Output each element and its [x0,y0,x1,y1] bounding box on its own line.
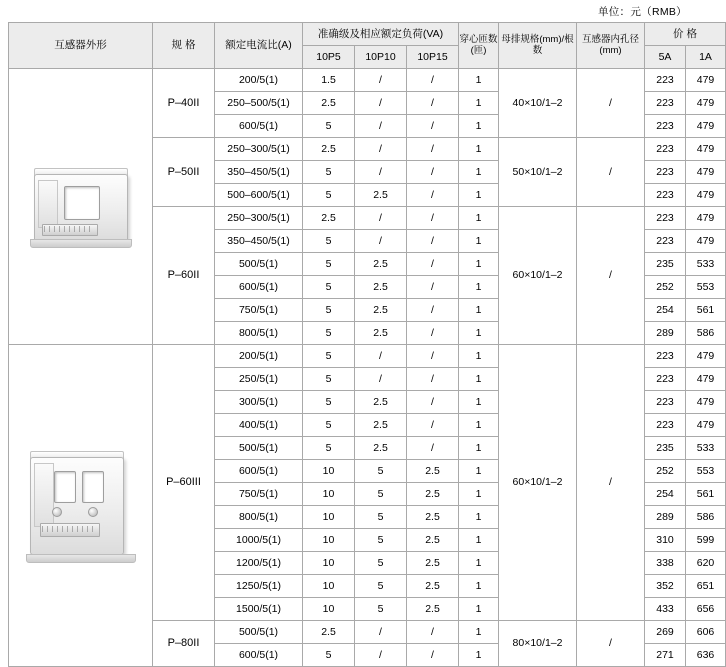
price-5a-value: 235 [645,437,686,460]
accuracy-10p15-value: / [407,115,459,138]
ct-double-window [24,447,136,565]
turns-value: 1 [459,529,499,552]
price-1a-value: 553 [686,460,726,483]
accuracy-10p15-value: 2.5 [407,529,459,552]
accuracy-10p10-value: 2.5 [355,299,407,322]
rated-ratio-value: 1500/5(1) [215,598,303,621]
busbar-spec-value: 80×10/1–2 [499,621,577,667]
accuracy-10p5-value: 5 [303,644,355,667]
accuracy-10p5-value: 10 [303,598,355,621]
rated-ratio-value: 750/5(1) [215,299,303,322]
accuracy-10p15-value: 2.5 [407,483,459,506]
accuracy-10p10-value: / [355,644,407,667]
ct-image-wrap [9,69,151,344]
price-1a-value: 561 [686,483,726,506]
accuracy-10p10-value: 2.5 [355,253,407,276]
model-name: P–50II [153,138,215,207]
turns-value: 1 [459,391,499,414]
turns-value: 1 [459,368,499,391]
rated-ratio-value: 800/5(1) [215,322,303,345]
ct-product-image-cell [9,345,153,667]
rated-ratio-value: 1000/5(1) [215,529,303,552]
model-name: P–60II [153,207,215,345]
price-1a-value: 620 [686,552,726,575]
accuracy-10p5-value: 5 [303,322,355,345]
turns-value: 1 [459,644,499,667]
price-1a-value: 479 [686,92,726,115]
turns-value: 1 [459,299,499,322]
price-1a-value: 586 [686,506,726,529]
rated-ratio-value: 500/5(1) [215,621,303,644]
price-5a-value: 223 [645,92,686,115]
price-1a-value: 479 [686,69,726,92]
accuracy-10p15-value: 2.5 [407,575,459,598]
inner-hole-value: / [577,345,645,621]
price-1a-value: 553 [686,276,726,299]
turns-value: 1 [459,322,499,345]
accuracy-10p5-value: 5 [303,437,355,460]
rated-ratio-value: 250/5(1) [215,368,303,391]
accuracy-10p15-value: / [407,644,459,667]
accuracy-10p10-value: / [355,161,407,184]
price-1a-value: 479 [686,230,726,253]
accuracy-10p5-value: 10 [303,529,355,552]
accuracy-10p5-value: 5 [303,414,355,437]
accuracy-10p10-value: / [355,69,407,92]
accuracy-10p5-value: 10 [303,483,355,506]
ct-window-left [64,186,100,220]
ct-bolt-left [52,507,62,517]
rated-ratio-value: 1200/5(1) [215,552,303,575]
accuracy-10p15-value: / [407,161,459,184]
price-1a-value: 479 [686,138,726,161]
inner-hole-value: / [577,207,645,345]
ct-single-window [28,164,132,250]
header-shape: 互感器外形 [9,23,153,69]
price-5a-value: 271 [645,644,686,667]
accuracy-10p15-value: 2.5 [407,506,459,529]
accuracy-10p15-value: 2.5 [407,552,459,575]
turns-value: 1 [459,161,499,184]
accuracy-10p5-value: 10 [303,575,355,598]
ct-spec-price-table [8,22,726,667]
price-5a-value: 289 [645,322,686,345]
accuracy-10p15-value: / [407,437,459,460]
price-5a-value: 235 [645,253,686,276]
ct-terminal-pins [42,526,96,532]
price-5a-value: 254 [645,299,686,322]
accuracy-10p10-value: 2.5 [355,276,407,299]
price-5a-value: 223 [645,345,686,368]
turns-value: 1 [459,552,499,575]
accuracy-10p15-value: / [407,138,459,161]
accuracy-10p5-value: 1.5 [303,69,355,92]
price-5a-value: 223 [645,115,686,138]
rated-ratio-value: 500–600/5(1) [215,184,303,207]
price-1a-value: 479 [686,345,726,368]
header-accuracy-group: 准确级及相应额定负荷(VA) [303,23,459,46]
price-1a-value: 599 [686,529,726,552]
accuracy-10p15-value: / [407,368,459,391]
price-5a-value: 223 [645,391,686,414]
rated-ratio-value: 300/5(1) [215,391,303,414]
model-name: P–40II [153,69,215,138]
turns-value: 1 [459,138,499,161]
accuracy-10p5-value: 5 [303,161,355,184]
price-5a-value: 338 [645,552,686,575]
turns-value: 1 [459,230,499,253]
unit-note: 单位：元（RMB） [597,6,687,18]
header-10p10: 10P10 [355,46,407,69]
ct-label-strip [38,180,58,228]
price-1a-value: 561 [686,299,726,322]
accuracy-10p15-value: / [407,184,459,207]
accuracy-10p5-value: 5 [303,115,355,138]
price-5a-value: 433 [645,598,686,621]
model-name: P–80II [153,621,215,667]
busbar-spec-value: 40×10/1–2 [499,69,577,138]
accuracy-10p15-value: / [407,299,459,322]
table-header [9,23,726,69]
turns-value: 1 [459,621,499,644]
price-1a-value: 479 [686,368,726,391]
accuracy-10p15-value: / [407,230,459,253]
price-1a-value: 479 [686,414,726,437]
turns-value: 1 [459,69,499,92]
rated-ratio-value: 600/5(1) [215,276,303,299]
accuracy-10p5-value: 10 [303,506,355,529]
turns-value: 1 [459,276,499,299]
header-inner-hole: 互感器内孔径(mm) [577,23,645,69]
price-5a-value: 223 [645,69,686,92]
price-5a-value: 223 [645,138,686,161]
accuracy-10p10-value: 2.5 [355,322,407,345]
header-price-5a: 5A [645,46,686,69]
turns-value: 1 [459,506,499,529]
turns-value: 1 [459,253,499,276]
accuracy-10p15-value: / [407,69,459,92]
ct-label-strip [34,463,54,527]
accuracy-10p10-value: 5 [355,598,407,621]
turns-value: 1 [459,345,499,368]
accuracy-10p10-value: 2.5 [355,184,407,207]
accuracy-10p5-value: 5 [303,184,355,207]
ct-image-wrap [9,345,151,666]
ct-window-left [54,471,76,503]
turns-value: 1 [459,414,499,437]
price-5a-value: 254 [645,483,686,506]
turns-value: 1 [459,115,499,138]
accuracy-10p15-value: / [407,621,459,644]
accuracy-10p10-value: 5 [355,552,407,575]
busbar-spec-value: 50×10/1–2 [499,138,577,207]
turns-value: 1 [459,460,499,483]
turns-value: 1 [459,575,499,598]
accuracy-10p5-value: 5 [303,368,355,391]
accuracy-10p5-value: 2.5 [303,207,355,230]
table-row [9,345,726,368]
rated-ratio-value: 200/5(1) [215,345,303,368]
accuracy-10p10-value: / [355,115,407,138]
turns-value: 1 [459,483,499,506]
rated-ratio-value: 750/5(1) [215,483,303,506]
price-5a-value: 223 [645,184,686,207]
accuracy-10p5-value: 2.5 [303,92,355,115]
busbar-spec-value: 60×10/1–2 [499,345,577,621]
accuracy-10p10-value: 5 [355,483,407,506]
busbar-spec-value: 60×10/1–2 [499,207,577,345]
header-10p5: 10P5 [303,46,355,69]
accuracy-10p15-value: / [407,414,459,437]
accuracy-10p15-value: / [407,391,459,414]
rated-ratio-value: 250–300/5(1) [215,138,303,161]
accuracy-10p5-value: 5 [303,230,355,253]
rated-ratio-value: 250–500/5(1) [215,92,303,115]
accuracy-10p5-value: 5 [303,345,355,368]
rated-ratio-value: 500/5(1) [215,253,303,276]
rated-ratio-value: 350–450/5(1) [215,161,303,184]
accuracy-10p15-value: / [407,322,459,345]
rated-ratio-value: 500/5(1) [215,437,303,460]
header-rated-ratio: 额定电流比(A) [215,23,303,69]
price-5a-value: 223 [645,207,686,230]
header-turns: 穿心匝数(匝) [459,23,499,69]
price-5a-value: 252 [645,460,686,483]
accuracy-10p10-value: 2.5 [355,414,407,437]
table-row [9,69,726,92]
accuracy-10p10-value: / [355,207,407,230]
price-1a-value: 533 [686,437,726,460]
accuracy-10p10-value: 5 [355,460,407,483]
rated-ratio-value: 600/5(1) [215,115,303,138]
price-1a-value: 586 [686,322,726,345]
price-1a-value: 479 [686,184,726,207]
accuracy-10p15-value: / [407,276,459,299]
rated-ratio-value: 400/5(1) [215,414,303,437]
accuracy-10p15-value: / [407,345,459,368]
accuracy-10p10-value: / [355,345,407,368]
accuracy-10p5-value: 5 [303,391,355,414]
price-5a-value: 223 [645,414,686,437]
price-1a-value: 636 [686,644,726,667]
accuracy-10p10-value: 5 [355,575,407,598]
accuracy-10p10-value: / [355,368,407,391]
price-1a-value: 479 [686,161,726,184]
price-5a-value: 223 [645,161,686,184]
table-body [9,69,726,667]
price-5a-value: 310 [645,529,686,552]
rated-ratio-value: 250–300/5(1) [215,207,303,230]
price-1a-value: 651 [686,575,726,598]
header-spec: 规 格 [153,23,215,69]
price-5a-value: 252 [645,276,686,299]
turns-value: 1 [459,598,499,621]
accuracy-10p10-value: / [355,138,407,161]
accuracy-10p10-value: 2.5 [355,437,407,460]
accuracy-10p15-value: / [407,92,459,115]
accuracy-10p10-value: / [355,621,407,644]
rated-ratio-value: 1250/5(1) [215,575,303,598]
accuracy-10p15-value: 2.5 [407,598,459,621]
model-name: P–60III [153,345,215,621]
price-1a-value: 479 [686,207,726,230]
rated-ratio-value: 800/5(1) [215,506,303,529]
accuracy-10p5-value: 10 [303,460,355,483]
turns-value: 1 [459,184,499,207]
accuracy-10p15-value: / [407,253,459,276]
accuracy-10p5-value: 2.5 [303,138,355,161]
price-5a-value: 269 [645,621,686,644]
ct-terminal-pins [44,226,94,232]
price-1a-value: 656 [686,598,726,621]
accuracy-10p10-value: 5 [355,529,407,552]
price-1a-value: 606 [686,621,726,644]
header-busbar: 母排规格(mm)/根数 [499,23,577,69]
inner-hole-value: / [577,69,645,138]
turns-value: 1 [459,207,499,230]
accuracy-10p5-value: 2.5 [303,621,355,644]
rated-ratio-value: 200/5(1) [215,69,303,92]
rated-ratio-value: 350–450/5(1) [215,230,303,253]
accuracy-10p10-value: 5 [355,506,407,529]
ct-window-right [82,471,104,503]
turns-value: 1 [459,437,499,460]
accuracy-10p15-value: 2.5 [407,460,459,483]
inner-hole-value: / [577,621,645,667]
rated-ratio-value: 600/5(1) [215,644,303,667]
accuracy-10p10-value: / [355,230,407,253]
header-10p15: 10P15 [407,46,459,69]
price-5a-value: 223 [645,230,686,253]
accuracy-10p15-value: / [407,207,459,230]
accuracy-10p10-value: / [355,92,407,115]
header-price-1a: 1A [686,46,726,69]
price-5a-value: 223 [645,368,686,391]
ct-base [30,239,132,248]
price-1a-value: 533 [686,253,726,276]
turns-value: 1 [459,92,499,115]
accuracy-10p5-value: 10 [303,552,355,575]
accuracy-10p10-value: 2.5 [355,391,407,414]
ct-product-image-cell [9,69,153,345]
price-1a-value: 479 [686,391,726,414]
accuracy-10p5-value: 5 [303,299,355,322]
inner-hole-value: / [577,138,645,207]
rated-ratio-value: 600/5(1) [215,460,303,483]
accuracy-10p5-value: 5 [303,253,355,276]
accuracy-10p5-value: 5 [303,276,355,299]
ct-base [26,554,136,563]
price-5a-value: 289 [645,506,686,529]
price-5a-value: 352 [645,575,686,598]
price-1a-value: 479 [686,115,726,138]
header-price-group: 价 格 [645,23,726,46]
ct-bolt-right [88,507,98,517]
